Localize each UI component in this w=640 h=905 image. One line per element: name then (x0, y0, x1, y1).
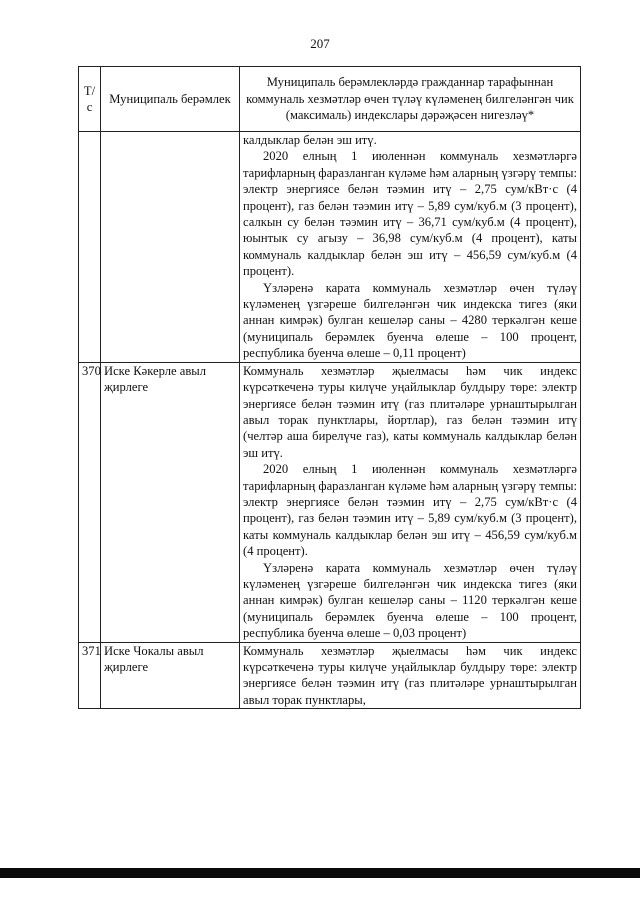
table-header-row (79, 67, 581, 132)
scan-bottom-edge (0, 868, 640, 878)
justification-paragraph: Үзләренә карата коммуналь хезмәтләр өчен түләү күләменең үзгәреше билгеләнгән чик индекска тигез (яки аннан кимрәк) булган кешеләр саны – 1120 теркәлгән кеше (муниципаль берәмлек буенча өлеше – 100 процент, республика буенча өлеше – 0,03 процент) (243, 560, 577, 641)
justification-paragraph: калдыклар белән эш итү. (243, 133, 377, 147)
justification-paragraph: Коммуналь хезмәтләр җыелмасы һәм чик индекс күрсәткеченә туры килүче уңайлыклар булдыру төре: электр энергиясе белән тәэмин итү (газ плитәләре урнаштырылган авыл торак пунктлары, (243, 643, 577, 707)
table-row (79, 132, 581, 363)
header-indices: Муниципаль берәмлекләрдә гражданнар тарафыннан коммуналь хезмәтләр өчен түләү күләменең билгеләнгән чик (максималь) индекслары дәрәҗәсен нигезләү* (240, 67, 581, 132)
justification-paragraph: 2020 елның 1 июленнән коммуналь хезмәтләргә тарифларның фаразланган күләме һәм аларның үзгәрү темпы: электр энергиясе белән тәэмин итү – 2,75 сум/кВт·с (4 процент), газ белән тәэмин итү – 5,89 сум/куб.м (3 процент), салкын су белән тәэмин итү – 36,71 сум/куб.м (4 процент), юынтык су агызу – 36,98 сум/куб.м (4 процент), каты коммуналь калдыклар белән эш итү – 456,59 сум/куб.м (4 процент). (243, 149, 577, 279)
row-number (79, 132, 101, 363)
header-number: Т/с (79, 67, 101, 132)
index-justification (240, 132, 581, 363)
index-justification (240, 642, 581, 709)
municipal-index-table (78, 66, 581, 709)
municipality-name: Иске Чокалы авыл җирлеге (101, 642, 240, 709)
table-row (79, 642, 581, 709)
header-municipality: Муниципаль берәмлек (101, 67, 240, 132)
page-number: 207 (310, 36, 330, 51)
index-justification (240, 362, 581, 642)
justification-paragraph: Үзләренә карата коммуналь хезмәтләр өчен түләү күләменең үзгәреше билгеләнгән чик индекска тигез (яки аннан кимрәк) булган кешеләр саны – 4280 теркәлгән кеше (муниципаль берәмлек буенча өлеше – 100 процент, республика буенча өлеше – 0,11 процент) (243, 280, 577, 361)
table-row (79, 362, 581, 642)
row-number: 371 (79, 642, 101, 709)
municipality-name (101, 132, 240, 363)
municipality-name: Иске Кәкерле авыл җирлеге (101, 362, 240, 642)
justification-paragraph: Коммуналь хезмәтләр җыелмасы һәм чик индекс күрсәткеченә туры килүче уңайлыклар булдыру төре: электр энергиясе белән тәэмин итү (газ плитәләре урнаштырылган авыл торак пунктлары, йортлар), газ белән тәэмин итү (челтәр аша бирелүче газ), каты коммуналь калдыклар белән эш итү. (243, 363, 577, 460)
justification-paragraph: 2020 елның 1 июленнән коммуналь хезмәтләргә тарифларның фаразланган күләме һәм аларның үзгәрү темпы: электр энергиясе белән тәэмин итү – 2,75 сум/кВт·с (4 процент), газ белән тәэмин итү – 5,89 сум/куб.м (3 процент), каты коммуналь калдыклар белән эш итү – 456,59 сум/куб.м (4 процент). (243, 462, 577, 559)
row-number: 370 (79, 362, 101, 642)
